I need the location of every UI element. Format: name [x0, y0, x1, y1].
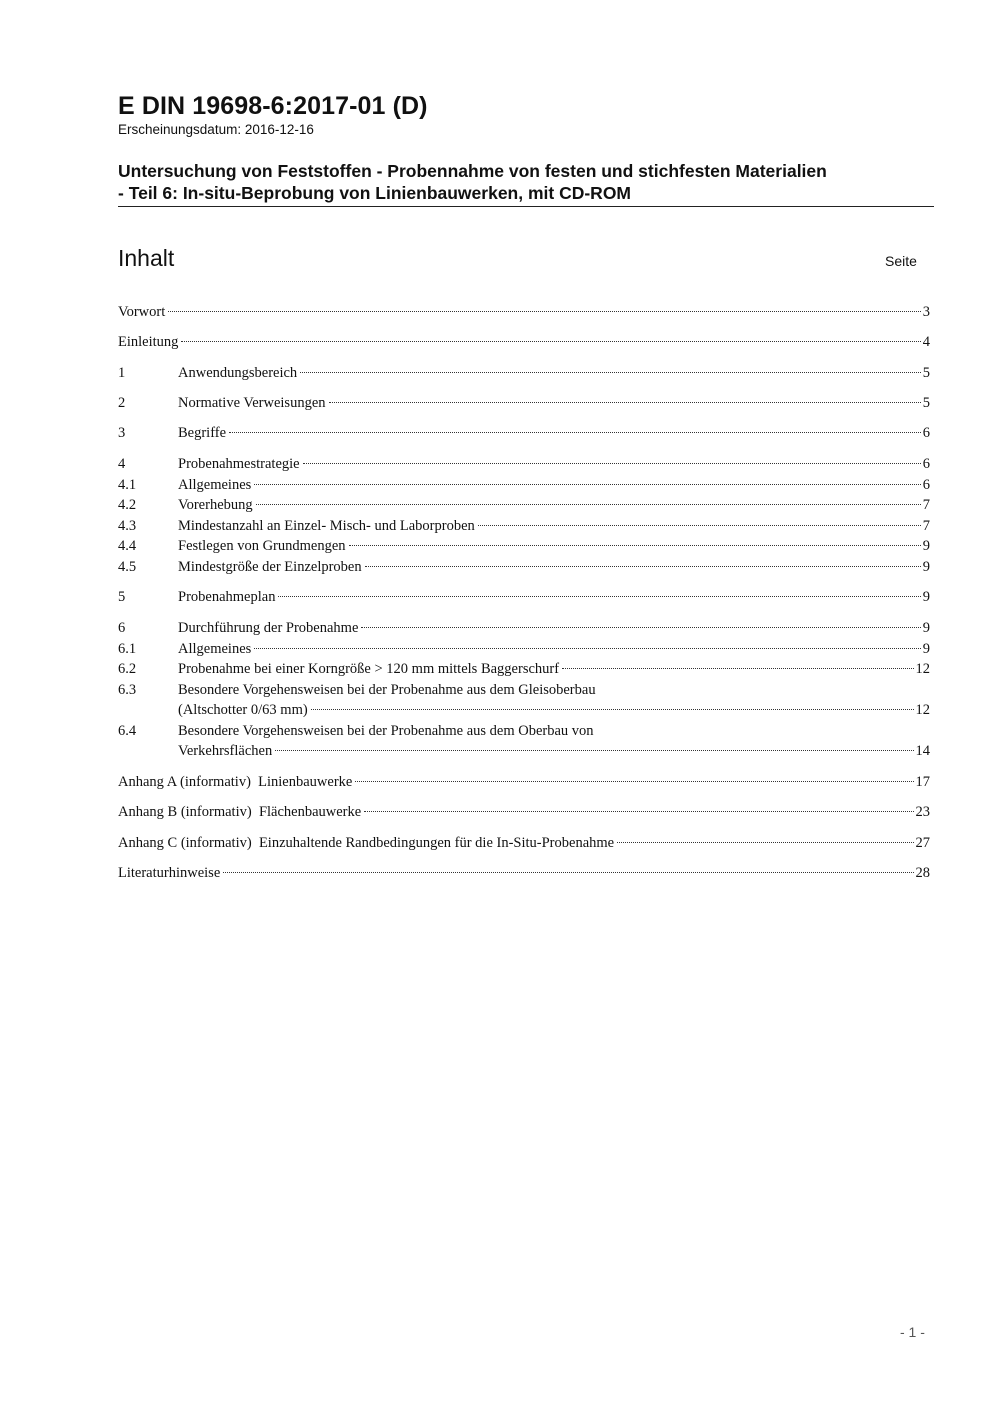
- toc-entry-4-3[interactable]: [118, 516, 930, 536]
- toc-leader-dots: [562, 668, 913, 669]
- toc-entry-page: 9: [922, 559, 930, 575]
- toc-entry-number: 4.1: [118, 477, 137, 493]
- document-title-line-1: Untersuchung von Feststoffen - Probennahme von festen und stichfesten Materialien: [118, 161, 827, 181]
- toc-leader-dots: [365, 566, 921, 567]
- toc-entry-page: 9: [922, 620, 930, 636]
- document-id: E DIN 19698-6:2017-01 (D): [118, 92, 428, 120]
- toc-entry-page: 12: [915, 661, 930, 677]
- toc-leader-dots: [617, 842, 913, 843]
- toc-leader-dots: [300, 372, 921, 373]
- toc-entry-label: Anhang B (informativ) Flächenbauwerke: [118, 804, 362, 820]
- toc-leader-dots: [254, 648, 920, 649]
- toc-entry-label: Anhang C (informativ) Einzuhaltende Randbedingungen für die In-Situ-Probenahme: [118, 835, 615, 851]
- toc-leader-dots: [311, 709, 914, 710]
- toc-entry-label: Begriffe: [178, 425, 227, 441]
- toc-entry-label: Anwendungsbereich: [178, 365, 298, 381]
- document-title-line-2: - Teil 6: In-situ-Beprobung von Linienbauwerken, mit CD-ROM: [118, 183, 632, 203]
- toc-entry-number: 6.2: [118, 661, 137, 677]
- toc-heading: Inhalt: [118, 245, 175, 271]
- toc-entry-label: Probenahmestrategie: [178, 456, 300, 472]
- toc-entry-label: Mindestgröße der Einzelproben: [178, 559, 362, 575]
- toc-leader-dots: [349, 545, 921, 546]
- toc-entry-number: 6.3: [118, 682, 137, 698]
- toc-entry-4-2[interactable]: [118, 495, 930, 515]
- toc-entry-einleitung[interactable]: [118, 332, 930, 352]
- toc-entry-page: 28: [915, 865, 930, 881]
- toc-entry-page: 9: [922, 538, 930, 554]
- toc-leader-dots: [275, 750, 913, 751]
- toc-leader-dots: [254, 484, 920, 485]
- toc-entry-page: 7: [922, 518, 930, 534]
- toc-entry-vorwort[interactable]: [118, 302, 930, 322]
- toc-leader-dots: [278, 596, 920, 597]
- toc-entry-label: Allgemeines: [178, 477, 252, 493]
- toc-entry-page: 9: [922, 589, 930, 605]
- toc-entry-5[interactable]: [118, 587, 930, 607]
- toc-entry-3[interactable]: [118, 423, 930, 443]
- toc-entry-6-3[interactable]: [118, 680, 930, 720]
- document-title: [118, 160, 938, 204]
- toc-entry-page: 4: [922, 334, 930, 350]
- toc-entry-label: Durchführung der Probenahme: [178, 620, 359, 636]
- toc-entry-anhang-a[interactable]: [118, 772, 930, 792]
- toc-entry-label: Allgemeines: [178, 641, 252, 657]
- toc-entry-page: 6: [922, 425, 930, 441]
- toc-leader-dots: [223, 872, 913, 873]
- toc-leader-dots: [364, 811, 913, 812]
- toc-entry-number: 4.3: [118, 518, 137, 534]
- toc-entry-label: Normative Verweisungen: [178, 395, 326, 411]
- toc-entry-6[interactable]: [118, 618, 930, 638]
- toc-entry-number: 4.5: [118, 559, 137, 575]
- toc-entry-6-4[interactable]: [118, 721, 930, 761]
- toc-page-heading: Seite: [885, 253, 917, 269]
- toc-entry-4-4[interactable]: [118, 536, 930, 556]
- page-number: - 1 -: [900, 1324, 925, 1340]
- toc-entry-page: 6: [922, 456, 930, 472]
- toc-leader-dots: [361, 627, 920, 628]
- toc-entry-number: 4: [118, 456, 126, 472]
- toc-entry-label: Probenahme bei einer Korngröße > 120 mm mittels Baggerschurf: [178, 661, 560, 677]
- toc-leader-dots: [478, 525, 921, 526]
- toc-entry-6-1[interactable]: [118, 639, 930, 659]
- toc-entry-page: 14: [915, 743, 930, 759]
- toc-entry-number: 6.4: [118, 723, 137, 739]
- toc-leader-dots: [355, 781, 913, 782]
- toc-entry-page: 7: [922, 497, 930, 513]
- toc-entry-number: 2: [118, 395, 126, 411]
- toc-entry-label: Besondere Vorgehensweisen bei der Probenahme aus dem Oberbau von: [178, 723, 594, 739]
- toc-entry-anhang-b[interactable]: [118, 802, 930, 822]
- toc-entry-line-2: [118, 700, 930, 720]
- toc-entry-page: 5: [922, 365, 930, 381]
- toc-entry-4-5[interactable]: [118, 557, 930, 577]
- toc-leader-dots: [229, 432, 921, 433]
- toc-leader-dots: [256, 504, 921, 505]
- toc-entry-page: 23: [915, 804, 930, 820]
- toc-entry-2[interactable]: [118, 393, 930, 413]
- toc-entry-line-1: [118, 680, 930, 700]
- toc-entry-label-continued: Verkehrsflächen: [178, 743, 273, 759]
- toc-entry-number: 4.4: [118, 538, 137, 554]
- toc-entry-label: Mindestanzahl an Einzel- Misch- und Laborproben: [178, 518, 475, 534]
- publication-date: Erscheinungsdatum: 2016-12-16: [118, 122, 314, 137]
- toc-entry-label: Probenahmeplan: [178, 589, 276, 605]
- toc-entry-page: 6: [922, 477, 930, 493]
- toc-entry-1[interactable]: [118, 363, 930, 383]
- toc-entry-number: 3: [118, 425, 126, 441]
- toc-entry-page: 9: [922, 641, 930, 657]
- toc-entry-page: 27: [915, 835, 930, 851]
- toc-entry-anhang-c[interactable]: [118, 833, 930, 853]
- toc-entry-label: Vorwort: [118, 304, 166, 320]
- toc-leader-dots: [181, 341, 920, 342]
- toc-entry-4-1[interactable]: [118, 475, 930, 495]
- toc-entry-label: Literaturhinweise: [118, 865, 221, 881]
- toc-entry-number: 5: [118, 589, 126, 605]
- toc-entry-literaturhinweise[interactable]: [118, 863, 930, 883]
- toc-entry-number: 4.2: [118, 497, 137, 513]
- toc-entry-6-2[interactable]: [118, 659, 930, 679]
- toc-leader-dots: [329, 402, 921, 403]
- toc-entry-label: Vorerhebung: [178, 497, 253, 513]
- toc-entry-label: Anhang A (informativ) Linienbauwerke: [118, 774, 353, 790]
- toc-entry-number: 6: [118, 620, 126, 636]
- toc-entry-label: Festlegen von Grundmengen: [178, 538, 346, 554]
- toc-leader-dots: [303, 463, 921, 464]
- toc-entry-page: 5: [922, 395, 930, 411]
- toc-leader-dots: [168, 311, 920, 312]
- toc-entry-number: 6.1: [118, 641, 137, 657]
- toc-entry-4[interactable]: [118, 454, 930, 474]
- toc-entry-line-1: [118, 721, 930, 741]
- toc-entry-label: Besondere Vorgehensweisen bei der Probenahme aus dem Gleisoberbau: [178, 682, 596, 698]
- title-divider: [118, 206, 934, 207]
- toc-entry-page: 12: [915, 702, 930, 718]
- toc-entry-line-2: [118, 741, 930, 761]
- toc-entry-label-continued: (Altschotter 0/63 mm): [178, 702, 308, 718]
- toc-entry-page: 3: [922, 304, 930, 320]
- toc-entry-page: 17: [915, 774, 930, 790]
- toc-entry-label: Einleitung: [118, 334, 179, 350]
- toc-entry-number: 1: [118, 365, 126, 381]
